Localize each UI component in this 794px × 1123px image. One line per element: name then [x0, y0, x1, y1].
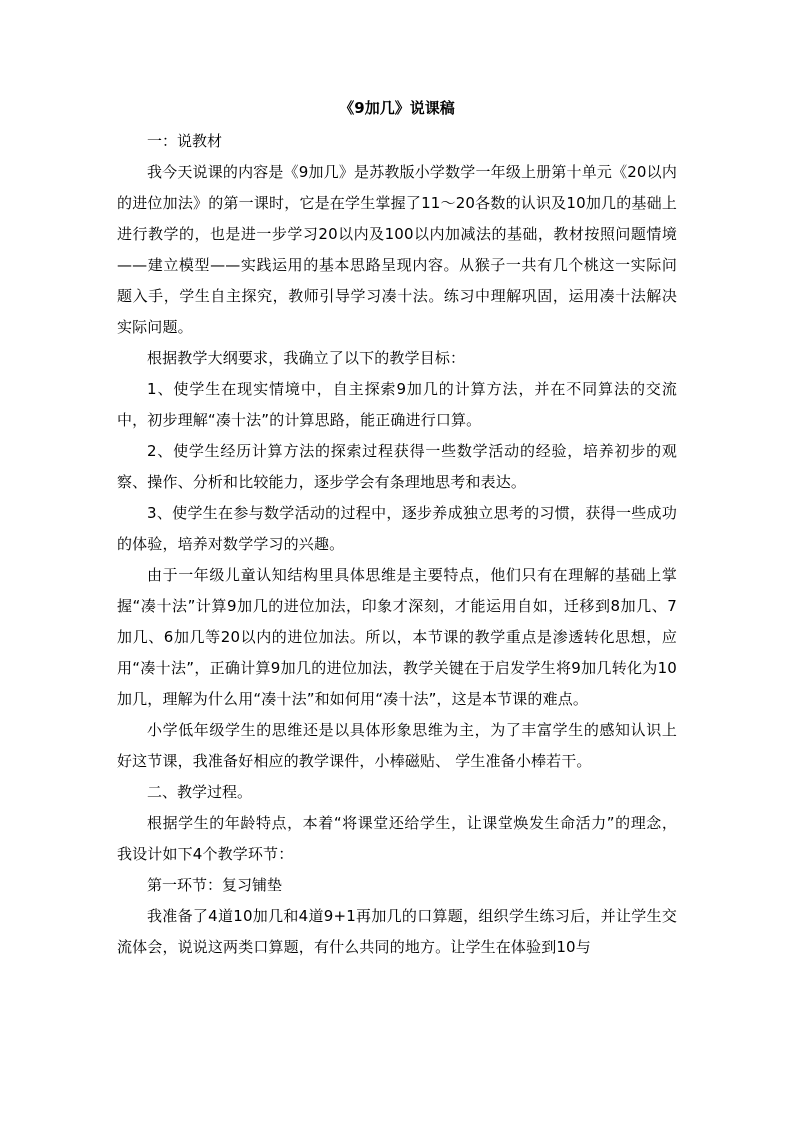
paragraph-process-intro: 根据学生的年龄特点，本着“将课堂还给学生，让课堂焕发生命活力”的理念，我设计如下4个教学环节：	[117, 814, 677, 863]
section-heading-materials: 一：说教材	[147, 132, 223, 150]
document-title: 《9加几》说课稿	[339, 99, 455, 117]
paragraph-goal-1: 1、使学生在现实情境中，自主探索9加几的计算方法，并在不同算法的交流中，初步理解“凑十法”的计算思路，能正确进行口算。	[117, 380, 677, 429]
paragraph-goals-intro: 根据教学大纲要求，我确立了以下的教学目标：	[147, 349, 466, 367]
paragraph-key-points: 由于一年级儿童认知结构里具体思维是主要特点，他们只有在理解的基础上掌握“凑十法”计算9加几的进位加法，印象才深刻，才能运用自如，迁移到8加几、7加几、6加几等20以内的进位加法。所以，本节课的教学重点是渗透转化思想，应用“凑十法”，正确计算9加几的进位加法，教学关键在于启发学生将9加几转化为10加几，理解为什么用“凑十法”和如何用“凑十法”，这是本节课的难点。	[117, 566, 677, 708]
paragraph-preparation: 小学低年级学生的思维还是以具体形象思维为主，为了丰富学生的感知认识上好这节课，我准备好相应的教学课件，小棒磁贴、 学生准备小棒若干。	[117, 721, 677, 770]
section-heading-process: 二、教学过程。	[147, 783, 253, 801]
paragraph-goal-3: 3、使学生在参与数学活动的过程中，逐步养成独立思考的习惯，获得一些成功的体验，培养对数学学习的兴趣。	[117, 504, 677, 553]
paragraph-review: 我准备了4道10加几和4道9+1再加几的口算题，组织学生练习后，并让学生交流体会，说说这两类口算题，有什么共同的地方。让学生在体验到10与	[117, 907, 677, 956]
paragraph-goal-2: 2、使学生经历计算方法的探索过程获得一些数学活动的经验，培养初步的观察、操作、分析和比较能力，逐步学会有条理地思考和表达。	[117, 442, 677, 491]
document-page	[117, 96, 677, 963]
paragraph-intro: 我今天说课的内容是《9加几》是苏教版小学数学一年级上册第十单元《20以内的进位加法》的第一课时，它是在学生掌握了11～20各数的认识及10加几的基础上进行教学的，也是进一步学习20以内及100以内加减法的基础，教材按照问题情境——建立模型——实践运用的基本思路呈现内容。从猴子一共有几个桃这一实际问题入手，学生自主探究，教师引导学习凑十法。练习中理解巩固，运用凑十法解决实际问题。	[117, 163, 677, 336]
step-heading-review: 第一环节：复习铺垫	[147, 876, 283, 894]
